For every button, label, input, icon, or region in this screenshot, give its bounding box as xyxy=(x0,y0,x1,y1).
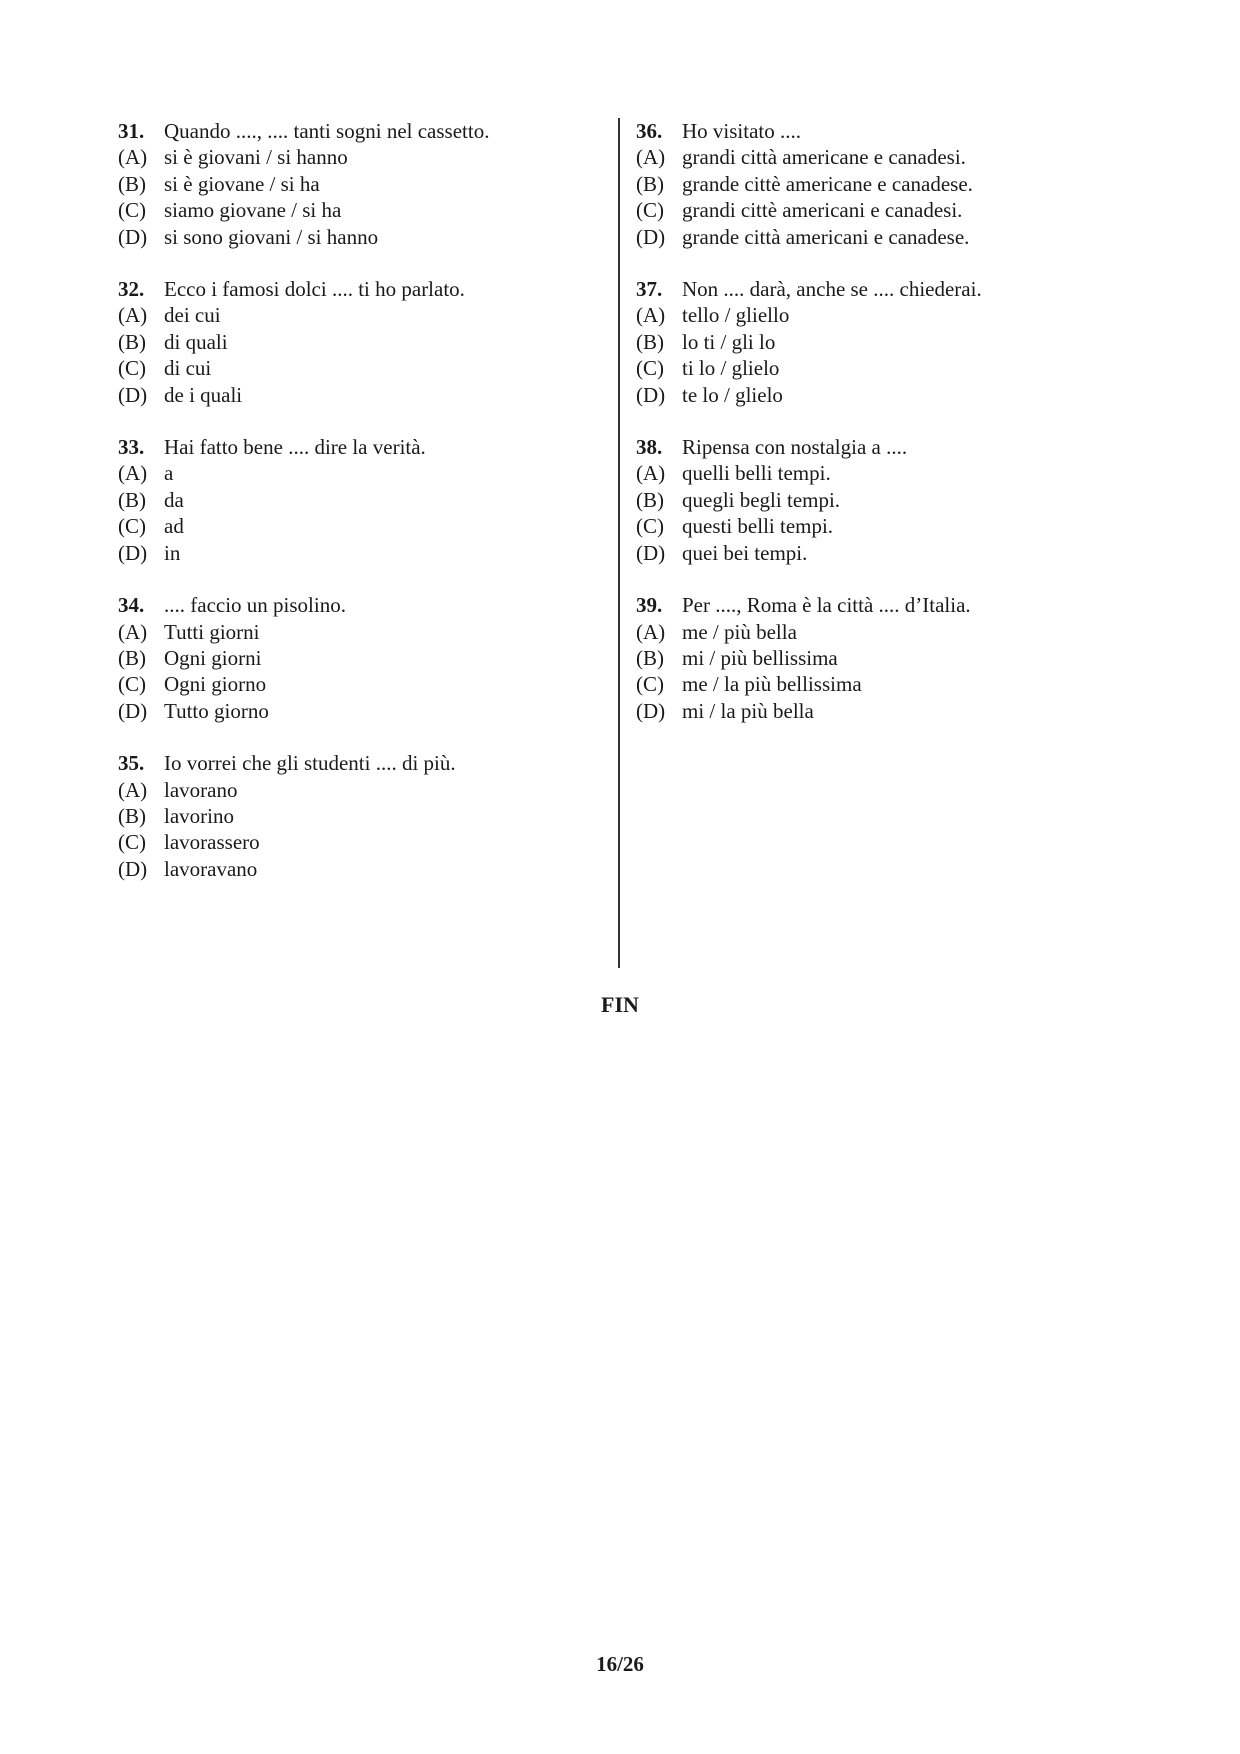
question-number: 39. xyxy=(636,593,663,618)
option-letter: (B) xyxy=(118,171,146,196)
option-letter: (B) xyxy=(636,487,664,512)
page-number: 16/26 xyxy=(596,1652,644,1676)
option-text: grande città americani e canadese. xyxy=(682,224,970,249)
option-letter: (C) xyxy=(118,830,146,855)
option-letter: (A) xyxy=(118,619,148,644)
answer-option xyxy=(118,382,588,408)
answer-option xyxy=(118,645,588,671)
question-block xyxy=(118,750,588,882)
answer-option xyxy=(118,513,588,539)
answer-option xyxy=(636,224,1106,250)
option-letter: (D) xyxy=(636,540,666,565)
answer-option xyxy=(118,197,588,223)
option-text: in xyxy=(164,540,181,565)
option-text: lavorino xyxy=(164,803,234,828)
question-number: 37. xyxy=(636,277,663,302)
question-line xyxy=(118,434,588,460)
question-prompt: Per ...., Roma è la città .... d’Italia. xyxy=(682,593,971,618)
answer-option xyxy=(636,144,1106,170)
option-text: quelli belli tempi. xyxy=(682,461,831,486)
question-block xyxy=(636,434,1106,566)
option-text: Tutto giorno xyxy=(164,698,269,723)
answer-option xyxy=(636,355,1106,381)
answer-option xyxy=(118,619,588,645)
end-mark: FIN xyxy=(601,992,639,1017)
answer-option xyxy=(118,355,588,381)
left-column xyxy=(118,118,588,908)
question-prompt: Io vorrei che gli studenti .... di più. xyxy=(164,751,456,776)
answer-option xyxy=(118,698,588,724)
option-letter: (D) xyxy=(118,540,148,565)
question-number: 36. xyxy=(636,119,663,143)
option-letter: (D) xyxy=(118,856,148,881)
question-block xyxy=(118,434,588,566)
answer-option xyxy=(118,540,588,566)
option-letter: (C) xyxy=(636,514,664,539)
option-letter: (A) xyxy=(636,303,666,328)
option-text: questi belli tempi. xyxy=(682,514,834,539)
option-text: Ogni giorno xyxy=(164,672,267,697)
answer-option xyxy=(118,487,588,513)
answer-option xyxy=(636,698,1106,724)
question-number: 38. xyxy=(636,435,663,460)
option-letter: (B) xyxy=(118,803,146,828)
answer-option xyxy=(118,829,588,855)
question-block xyxy=(118,276,588,408)
option-letter: (A) xyxy=(118,303,148,328)
answer-option xyxy=(118,171,588,197)
option-letter: (D) xyxy=(118,382,148,407)
option-text: grandi città americane e canadesi. xyxy=(682,145,966,170)
question-line xyxy=(636,592,1106,618)
question-number: 34. xyxy=(118,593,145,618)
option-letter: (A) xyxy=(636,145,666,170)
answer-option xyxy=(118,329,588,355)
right-column xyxy=(636,118,1106,750)
answer-option xyxy=(636,513,1106,539)
option-text: di quali xyxy=(164,329,228,354)
option-letter: (B) xyxy=(118,645,146,670)
option-text: mi / più bellissima xyxy=(682,645,838,670)
option-text: tello / gliello xyxy=(682,303,790,328)
question-block xyxy=(636,276,1106,408)
option-text: me / la più bellissima xyxy=(682,672,862,697)
answer-option xyxy=(636,671,1106,697)
question-block xyxy=(118,592,588,724)
question-prompt: Ripensa con nostalgia a .... xyxy=(682,435,908,460)
option-text: si è giovane / si ha xyxy=(164,171,320,196)
option-text: te lo / glielo xyxy=(682,382,783,407)
option-text: grande cittè americane e canadese. xyxy=(682,171,973,196)
option-text: si sono giovani / si hanno xyxy=(164,224,379,249)
option-letter: (C) xyxy=(636,672,664,697)
option-letter: (A) xyxy=(118,777,148,802)
option-letter: (B) xyxy=(118,487,146,512)
question-line xyxy=(636,434,1106,460)
answer-option xyxy=(636,329,1106,355)
option-text: ti lo / glielo xyxy=(682,356,780,381)
option-letter: (C) xyxy=(636,356,664,381)
question-line xyxy=(118,118,588,144)
option-letter: (A) xyxy=(118,461,148,486)
option-letter: (D) xyxy=(118,698,148,723)
answer-option xyxy=(118,302,588,328)
option-text: si è giovani / si hanno xyxy=(164,145,348,170)
option-text: di cui xyxy=(164,356,212,381)
question-prompt: Non .... darà, anche se .... chiederai. xyxy=(682,277,982,302)
option-letter: (D) xyxy=(636,224,666,249)
question-block xyxy=(636,118,1106,250)
answer-option xyxy=(118,856,588,882)
option-text: a xyxy=(164,461,174,486)
option-text: da xyxy=(164,487,184,512)
option-text: Tutti giorni xyxy=(164,619,260,644)
answer-option xyxy=(636,487,1106,513)
answer-option xyxy=(636,645,1106,671)
option-letter: (D) xyxy=(636,382,666,407)
option-letter: (C) xyxy=(118,356,146,381)
option-text: ad xyxy=(164,514,184,539)
option-text: siamo giovane / si ha xyxy=(164,198,342,223)
question-prompt: Hai fatto bene .... dire la verità. xyxy=(164,435,426,460)
option-letter: (B) xyxy=(636,645,664,670)
answer-option xyxy=(636,540,1106,566)
question-number: 31. xyxy=(118,119,145,143)
answer-option xyxy=(636,302,1106,328)
option-letter: (A) xyxy=(636,461,666,486)
option-letter: (D) xyxy=(118,224,148,249)
answer-option xyxy=(636,382,1106,408)
option-letter: (C) xyxy=(118,198,146,223)
question-prompt: .... faccio un pisolino. xyxy=(164,593,346,618)
answer-option xyxy=(118,144,588,170)
question-number: 35. xyxy=(118,751,145,776)
question-block xyxy=(118,118,588,250)
option-letter: (C) xyxy=(118,514,146,539)
option-text: lo ti / gli lo xyxy=(682,329,776,354)
question-block xyxy=(636,592,1106,724)
option-text: mi / la più bella xyxy=(682,698,814,723)
column-divider xyxy=(618,118,620,968)
question-line xyxy=(118,750,588,776)
answer-option xyxy=(636,171,1106,197)
option-letter: (C) xyxy=(118,672,146,697)
option-letter: (B) xyxy=(636,171,664,196)
option-letter: (D) xyxy=(636,698,666,723)
answer-option xyxy=(636,619,1106,645)
question-line xyxy=(636,118,1106,144)
option-text: lavorano xyxy=(164,777,238,802)
option-text: dei cui xyxy=(164,303,221,328)
option-text: me / più bella xyxy=(682,619,797,644)
option-text: Ogni giorni xyxy=(164,645,262,670)
answer-option xyxy=(636,460,1106,486)
option-text: quegli begli tempi. xyxy=(682,487,841,512)
question-number: 32. xyxy=(118,277,145,302)
option-text: grandi cittè americani e canadesi. xyxy=(682,198,963,223)
question-line xyxy=(636,276,1106,302)
option-text: lavorassero xyxy=(164,830,260,855)
option-letter: (B) xyxy=(636,329,664,354)
answer-option xyxy=(636,197,1106,223)
question-line xyxy=(118,592,588,618)
answer-option xyxy=(118,224,588,250)
question-prompt: Ho visitato .... xyxy=(682,119,801,143)
question-number: 33. xyxy=(118,435,145,460)
option-text: lavoravano xyxy=(164,856,258,881)
answer-option xyxy=(118,803,588,829)
answer-option xyxy=(118,777,588,803)
option-letter: (B) xyxy=(118,329,146,354)
option-text: de i quali xyxy=(164,382,243,407)
answer-option xyxy=(118,671,588,697)
option-letter: (C) xyxy=(636,198,664,223)
option-text: quei bei tempi. xyxy=(682,540,808,565)
question-prompt: Quando ...., .... tanti sogni nel cassetto. xyxy=(164,119,490,143)
question-prompt: Ecco i famosi dolci .... ti ho parlato. xyxy=(164,277,465,302)
option-letter: (A) xyxy=(636,619,666,644)
option-letter: (A) xyxy=(118,145,148,170)
answer-option xyxy=(118,460,588,486)
question-line xyxy=(118,276,588,302)
